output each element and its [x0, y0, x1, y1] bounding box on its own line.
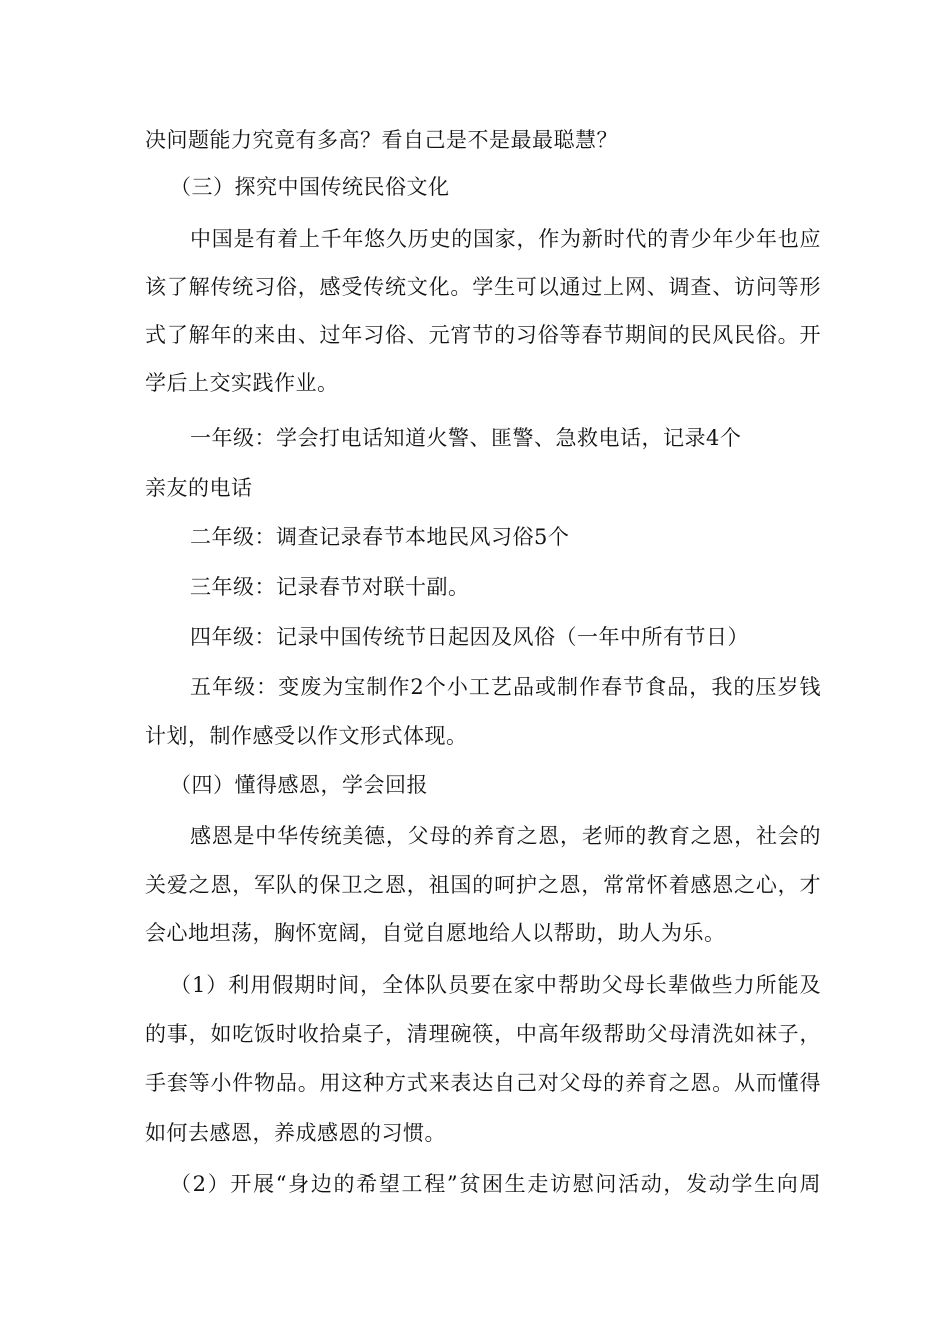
list-item-1-line: 手套等小件物品。用这种方式来表达自己对父母的养育之恩。从而懂得	[145, 1071, 821, 1095]
paragraph-line: 感恩是中华传统美德，父母的养育之恩，老师的教育之恩，社会的	[190, 824, 821, 848]
section-heading-4: （四）懂得感恩，学会回报	[170, 773, 428, 797]
paragraph-line: 中国是有着上千年悠久历史的国家，作为新时代的青少年少年也应	[190, 227, 821, 251]
paragraph-line: 学后上交实践作业。	[145, 371, 339, 395]
paragraph-line: 会心地坦荡，胸怀宽阔，自觉自愿地给人以帮助，助人为乐。	[145, 921, 726, 945]
grade-two-item: 二年级：调查记录春节本地民风习俗5个	[190, 525, 570, 549]
paragraph-continuation: 决问题能力究竟有多高？看自己是不是最最聪慧？	[145, 128, 618, 152]
list-item-1-line: 的事，如吃饭时收拾桌子，清理碗筷，中高年级帮助父母清洗如袜子，	[145, 1022, 821, 1046]
list-item-1: （1）利用假期时间，全体队员要在家中帮助父母长辈做些力所能及	[170, 973, 821, 997]
grade-five-item: 五年级：变废为宝制作2个小工艺品或制作春节食品，我的压岁钱	[190, 675, 821, 699]
grade-one-item: 一年级：学会打电话知道火警、匪警、急救电话，记录4个	[190, 426, 742, 450]
section-heading-3: （三）探究中国传统民俗文化	[170, 175, 450, 199]
grade-three-item: 三年级：记录春节对联十副。	[190, 575, 470, 599]
grade-one-item-continued: 亲友的电话	[145, 476, 253, 500]
list-item-2: （2）开展“身边的希望工程”贫困生走访慰问活动，发动学生向周	[170, 1172, 821, 1196]
grade-five-item-continued: 计划，制作感受以作文形式体现。	[145, 724, 468, 748]
list-item-1-line: 如何去感恩，养成感恩的习惯。	[145, 1121, 446, 1145]
grade-four-item: 四年级：记录中国传统节日起因及风俗（一年中所有节日）	[190, 625, 749, 649]
paragraph-line: 式了解年的来由、过年习俗、元宵节的习俗等春节期间的民风民俗。开	[145, 323, 821, 347]
paragraph-line: 该了解传统习俗，感受传统文化。学生可以通过上网、调查、访问等形	[145, 275, 821, 299]
paragraph-line: 关爱之恩，军队的保卫之恩，祖国的呵护之恩，常常怀着感恩之心，才	[145, 873, 821, 897]
